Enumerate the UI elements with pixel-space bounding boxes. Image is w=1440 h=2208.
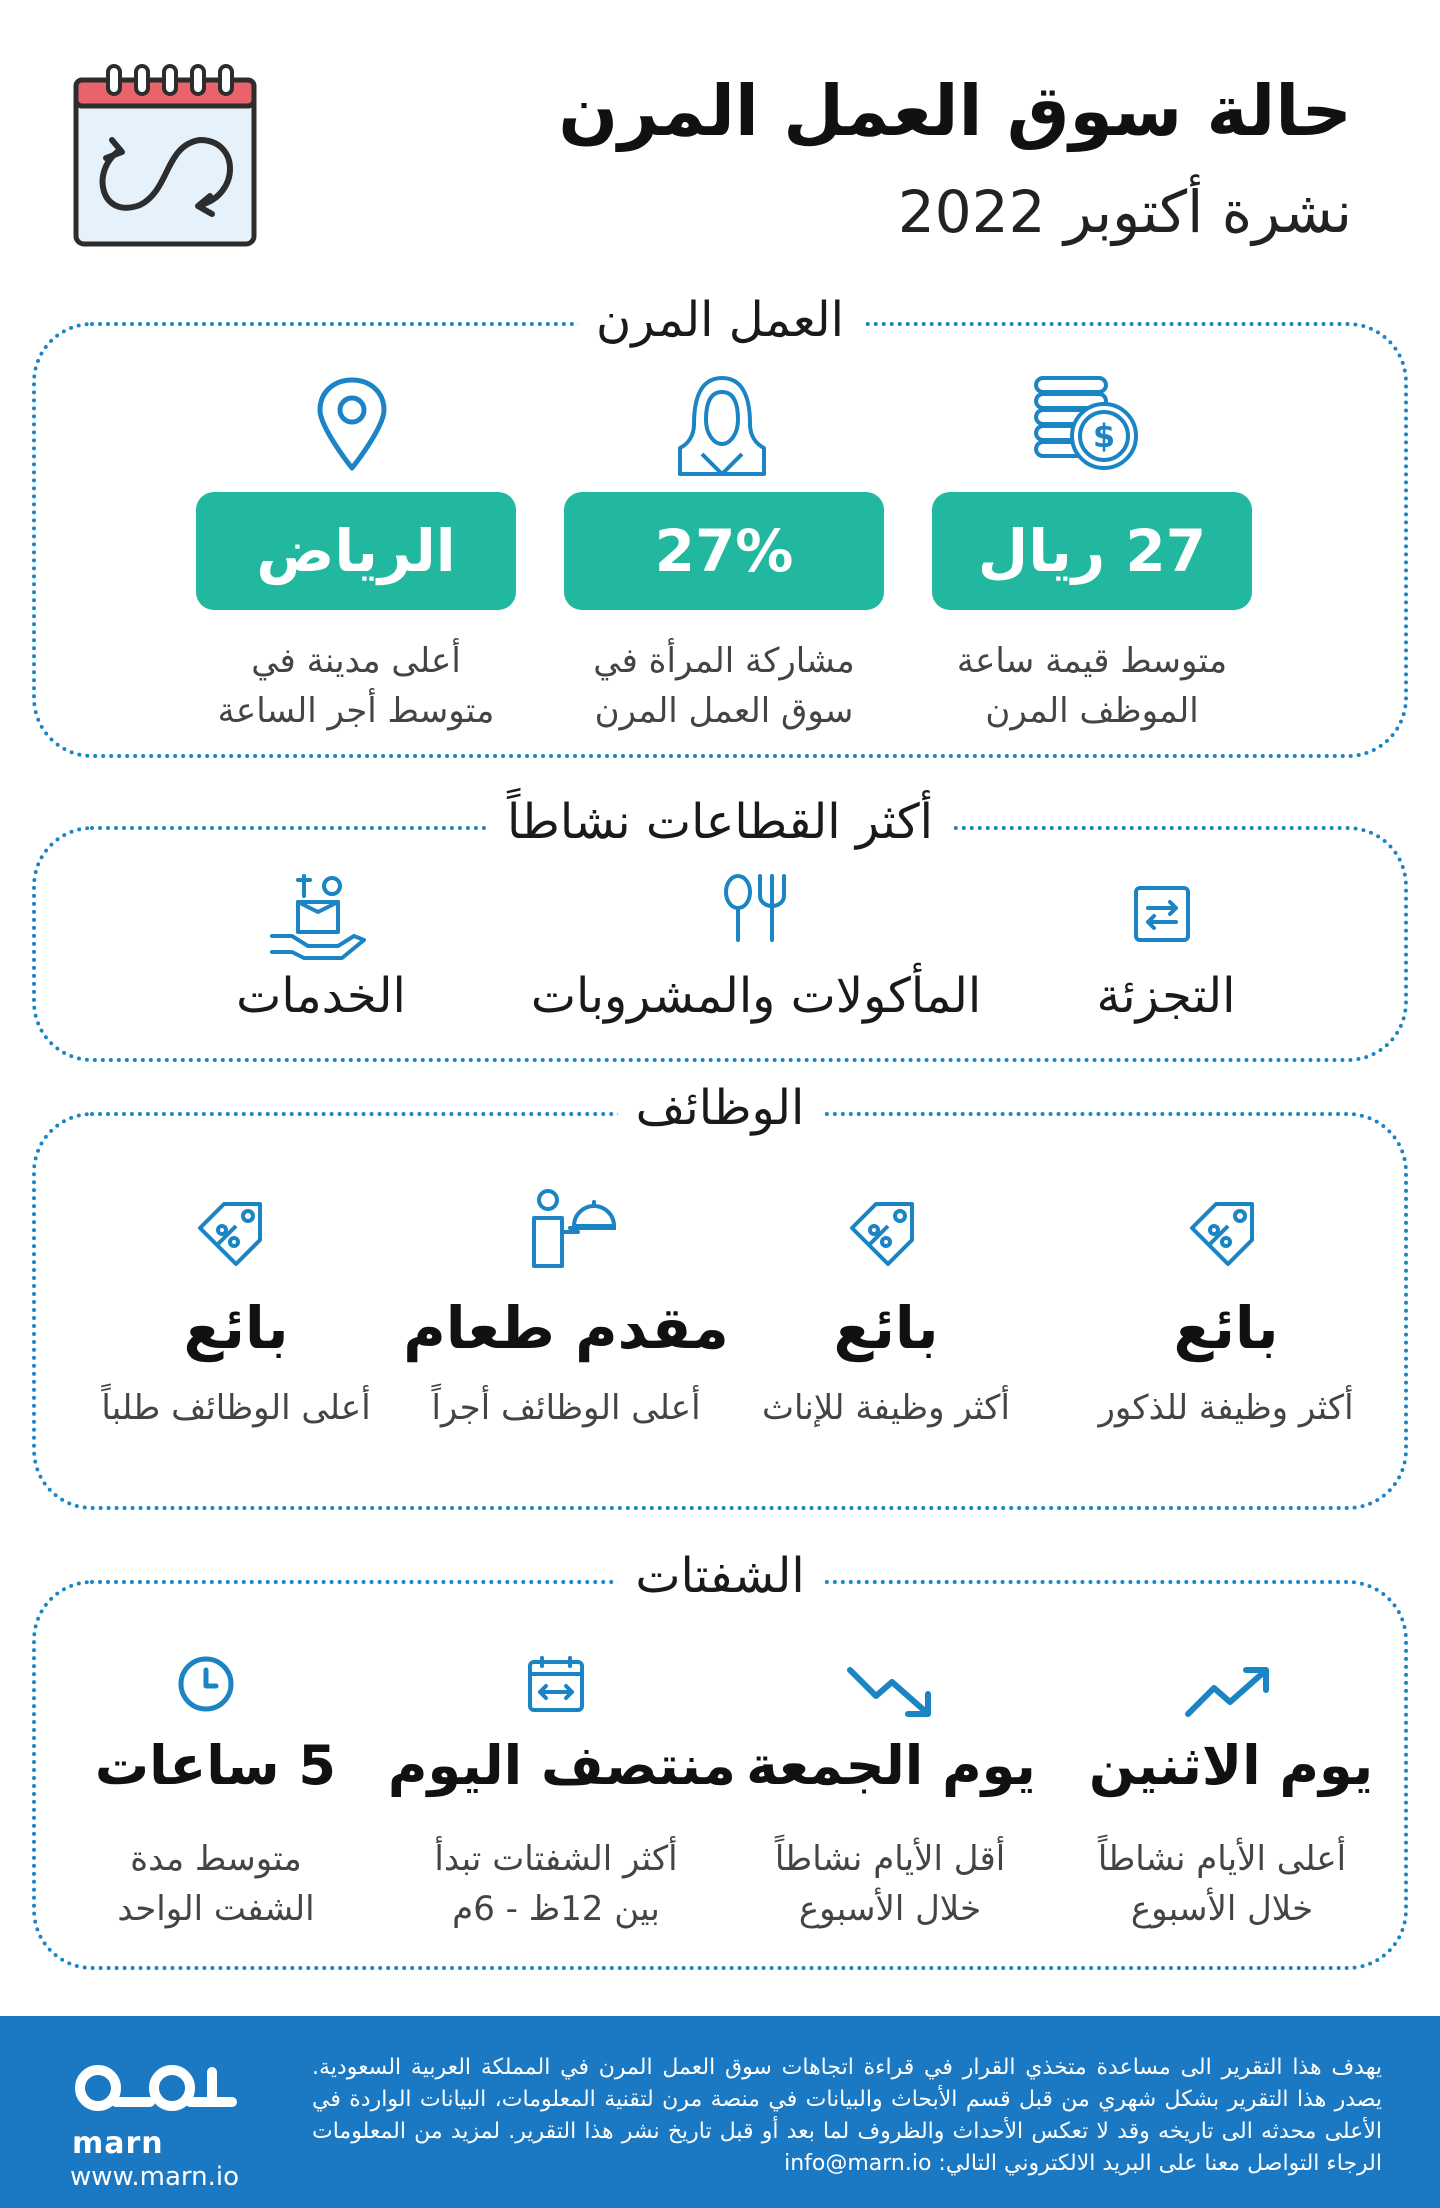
calendar-cycle-icon: [70, 60, 260, 250]
footer-disclaimer: يهدف هذا التقرير الى مساعدة متخذي القرار في قراءة اتجاهات سوق العمل المرن في المملكة العربية السعودية. يصدر هذا التقرير بشكل شهري من قبل قسم الأبحاث والبيانات في منصة مرن لتقنية المعلومات، البيانات الواردة في الأعلى محدثه الى تاريخه وقد لا تعكس الأحداث والظروف لما بعد أو قبل تاريخ نشر هذا التقرير. لمزيد من المعلومات الرجاء التواصل معنا على البريد الالكتروني التالي: info@marn.io: [312, 2055, 1382, 2176]
shift-peak-time-desc: أكثر الشفتات تبدأ بين 12ظ - 6م: [434, 1839, 678, 1929]
page-title: حالة سوق العمل المرن: [558, 70, 1352, 152]
price-tag-icon: [846, 1198, 918, 1270]
woman-icon: [672, 374, 772, 478]
logo-wordmark: marn: [72, 2126, 164, 2161]
clock-icon: [176, 1654, 236, 1714]
job-title-female: بائع: [833, 1294, 939, 1362]
section-title: الشفتات: [617, 1548, 822, 1604]
shifts-section: [32, 1548, 1408, 1970]
avg-hourly-wage-value: 27 ريال: [932, 492, 1252, 610]
avg-hourly-wage-desc: متوسط قيمة ساعة الموظف المرن: [956, 641, 1228, 731]
calendar-arrows-icon: [526, 1654, 586, 1714]
shift-avg-duration-desc: متوسط مدة الشفت الواحد: [117, 1839, 315, 1929]
job-desc-male: أكثر وظيفة للذكور: [1098, 1388, 1354, 1428]
top-city-desc: أعلى مدينة في متوسط أجر الساعة: [217, 641, 495, 731]
sector-retail-label: التجزئة: [1096, 968, 1236, 1024]
women-participation-desc: مشاركة المرأة في سوق العمل المرن: [593, 641, 855, 731]
location-pin-icon: [316, 376, 388, 472]
shift-busiest-day: يوم الاثنين: [1088, 1734, 1374, 1797]
sectors-section: [32, 794, 1408, 1062]
sector-services-label: الخدمات: [236, 968, 406, 1024]
coins-dollar-icon: [1032, 374, 1142, 474]
price-tag-icon: [1186, 1198, 1258, 1270]
women-participation-value: 27%: [564, 492, 884, 610]
trend-up-icon: [1184, 1664, 1274, 1720]
top-city-value: الرياض: [196, 492, 516, 610]
footer: [0, 2016, 1440, 2208]
page-subtitle: نشرة أكتوبر 2022: [897, 178, 1352, 246]
retail-exchange-icon: [1132, 884, 1192, 944]
svg-text:$: $: [1092, 417, 1116, 455]
job-desc-most-demand: أعلى الوظائف طلباً: [101, 1388, 371, 1428]
job-title-highest-pay: مقدم طعام: [403, 1294, 729, 1362]
shift-quietest-day: يوم الجمعة: [746, 1734, 1036, 1797]
section-title: الوظائف: [618, 1080, 823, 1136]
marn-logo: [72, 2056, 242, 2120]
fork-spoon-icon: [720, 872, 790, 944]
shift-quietest-day-desc: أقل الأيام نشاطاً خلال الأسبوع: [774, 1839, 1006, 1929]
job-title-most-demand: بائع: [183, 1294, 289, 1362]
section-title: العمل المرن: [578, 292, 862, 348]
jobs-section: [32, 1080, 1408, 1510]
price-tag-icon: [194, 1198, 266, 1270]
flexible-work-section: [32, 292, 1408, 758]
section-title: أكثر القطاعات نشاطاً: [489, 794, 951, 850]
header: [0, 0, 1440, 290]
job-desc-highest-pay: أعلى الوظائف أجراً: [431, 1388, 701, 1428]
waiter-icon: [526, 1188, 616, 1270]
job-title-male: بائع: [1173, 1294, 1279, 1362]
shift-peak-time: منتصف اليوم: [387, 1734, 736, 1797]
trend-down-icon: [846, 1664, 936, 1720]
job-desc-female: أكثر وظيفة للإناث: [762, 1388, 1010, 1428]
services-hand-icon: [268, 870, 368, 962]
website-link[interactable]: www.marn.io: [70, 2162, 240, 2192]
sector-food-label: المأكولات والمشروبات: [530, 968, 982, 1024]
shift-busiest-day-desc: أعلى الأيام نشاطاً خلال الأسبوع: [1097, 1839, 1347, 1929]
shift-avg-duration: 5 ساعات: [94, 1734, 336, 1797]
